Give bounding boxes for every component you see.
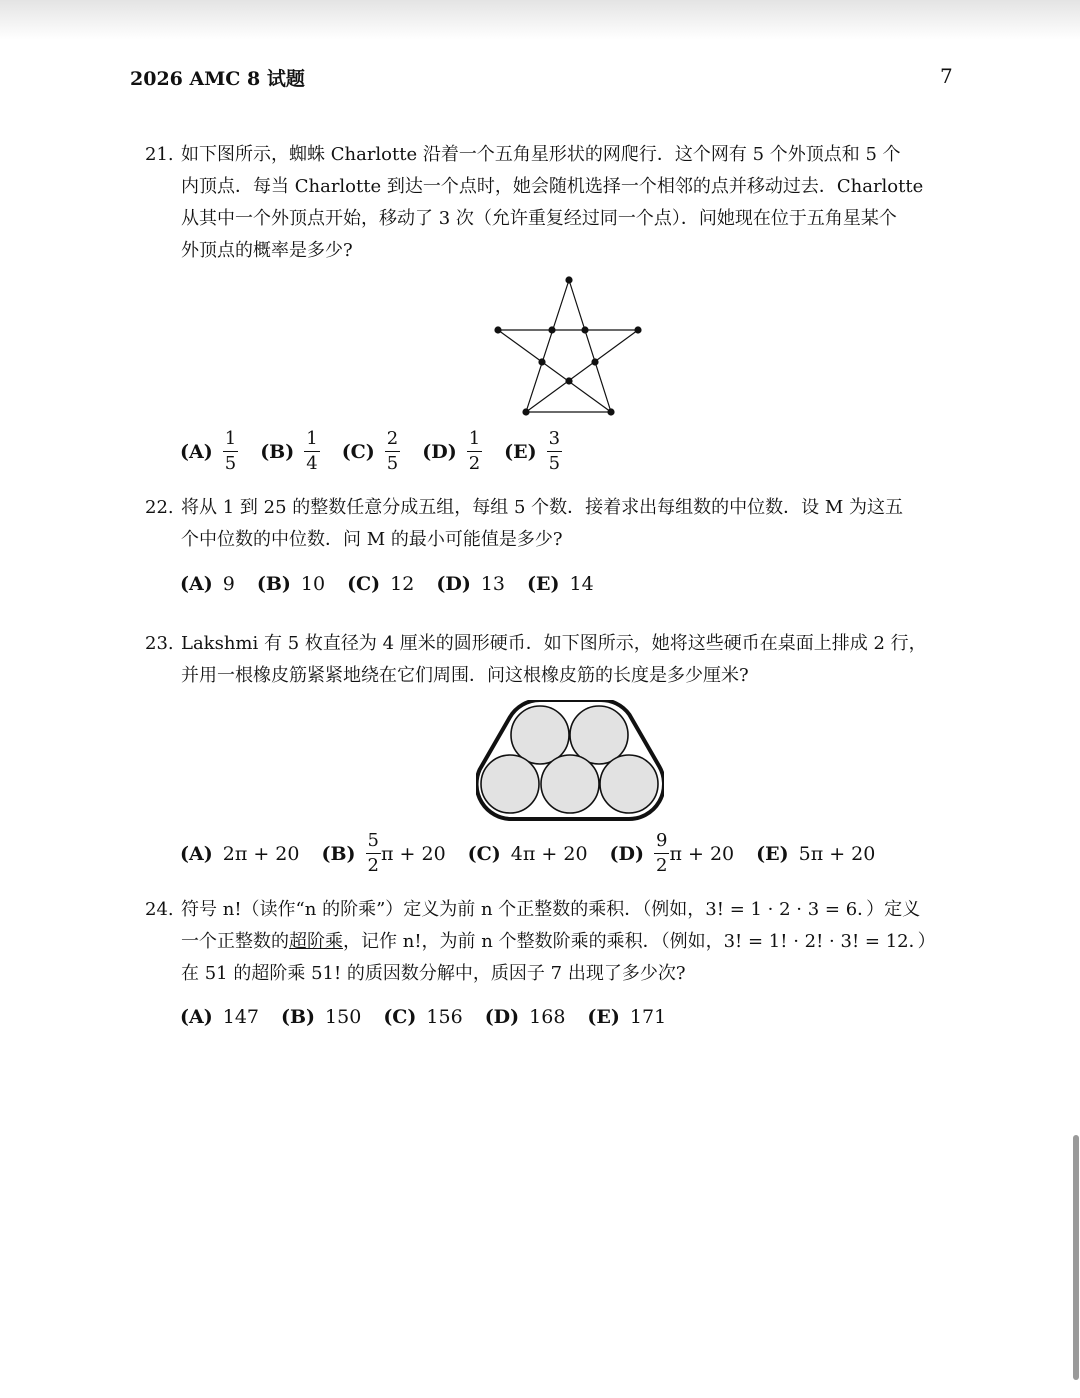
choice-d[interactable]: (D) 168 bbox=[484, 1006, 566, 1028]
choices-23 bbox=[180, 832, 897, 875]
choice-c[interactable]: (C) $\frac{2}{5}$ bbox=[341, 428, 399, 474]
page-number: 7 bbox=[940, 64, 953, 88]
question-text: 符号 n!（读作“n 的阶乘”）定义为前 n 个正整数的乘积．（例如，3! = 1 · 2 · 3 = 6．）定义 一个正整数的超阶乘，记作 n!，为前 n 个整数阶乘的乘积．（例如，3! = 1! · 2! · 3! = 12．） 在 51 的超阶乘 51! 的质因数分解中，质因子 7 出现了多少次? bbox=[181, 899, 936, 984]
fraction: $\frac{3}{5}$ bbox=[548, 428, 561, 474]
fraction: $\frac{1}{2}$ bbox=[468, 428, 481, 474]
choices-21 bbox=[180, 430, 584, 473]
choices-22 bbox=[180, 573, 616, 595]
pentagram-figure bbox=[490, 272, 650, 420]
fraction: $\frac{2}{5}$ bbox=[386, 428, 399, 474]
choice-a[interactable]: (A) 9 bbox=[180, 573, 235, 595]
question-number: 21. bbox=[145, 144, 174, 165]
choice-a[interactable]: (A) $\frac{1}{5}$ bbox=[180, 428, 237, 474]
question-text: 如下图所示，蜘蛛 Charlotte 沿着一个五角星形状的网爬行．这个网有 5 个外顶点和 5 个 内顶点．每当 Charlotte 到达一个点时，她会随机选择一个相邻的点并移动过去．Charlotte 从其中一个外顶点开始，移动了 3 次（允许重复经过同一个点）．问她现在位于五角星某个 外顶点的概率是多少? bbox=[181, 144, 924, 261]
choice-c[interactable]: (C) 4π + 20 bbox=[467, 842, 588, 865]
choice-d[interactable]: (D) $\frac{9}{2}$ π + 20 bbox=[609, 830, 735, 876]
question-number: 23. bbox=[145, 633, 174, 654]
question-text: 将从 1 到 25 的整数任意分成五组，每组 5 个数．接着求出每组数的中位数．设 M 为这五 个中位数的中位数．问 M 的最小可能值是多少? bbox=[181, 497, 904, 550]
fraction: $\frac{1}{5}$ bbox=[224, 428, 237, 474]
choice-b[interactable]: (B) $\frac{1}{4}$ bbox=[260, 428, 318, 474]
choice-e[interactable]: (E) 171 bbox=[587, 1006, 667, 1028]
fraction: $\frac{1}{4}$ bbox=[306, 428, 318, 474]
top-shadow bbox=[0, 0, 1080, 40]
choice-d[interactable]: (D) $\frac{1}{2}$ bbox=[422, 428, 481, 474]
fraction: $\frac{5}{2}$ bbox=[367, 830, 379, 876]
choice-e[interactable]: (E) 5π + 20 bbox=[756, 842, 876, 865]
question-21 bbox=[145, 139, 965, 267]
question-23 bbox=[145, 628, 965, 692]
coins-figure bbox=[476, 700, 664, 824]
scrollbar-thumb[interactable] bbox=[1073, 1135, 1079, 1380]
choice-b[interactable]: (B) $\frac{5}{2}$ π + 20 bbox=[321, 830, 446, 876]
choice-b[interactable]: (B) 150 bbox=[281, 1006, 362, 1028]
choice-a[interactable]: (A) 2π + 20 bbox=[180, 842, 300, 865]
question-24 bbox=[145, 894, 965, 990]
question-text: Lakshmi 有 5 枚直径为 4 厘米的圆形硬币．如下图所示，她将这些硬币在桌面上排成 2 行， 并用一根橡皮筋紧紧地绕在它们周围．问这根橡皮筋的长度是多少厘米? bbox=[181, 633, 927, 686]
choice-d[interactable]: (D) 13 bbox=[436, 573, 506, 595]
choice-e[interactable]: (E) $\frac{3}{5}$ bbox=[504, 428, 561, 474]
choice-c[interactable]: (C) 156 bbox=[383, 1006, 463, 1028]
choice-e[interactable]: (E) 14 bbox=[527, 573, 594, 595]
page-title: 2026 AMC 8 试题 bbox=[130, 68, 305, 90]
choice-c[interactable]: (C) 12 bbox=[347, 573, 415, 595]
superfactorial-term: 超阶乘 bbox=[289, 931, 343, 952]
question-number: 22. bbox=[145, 497, 174, 518]
question-22 bbox=[145, 492, 965, 556]
choice-a[interactable]: (A) 147 bbox=[180, 1006, 259, 1028]
question-number: 24. bbox=[145, 899, 174, 920]
choice-b[interactable]: (B) 10 bbox=[256, 573, 326, 595]
fraction: $\frac{9}{2}$ bbox=[656, 830, 668, 876]
choices-24 bbox=[180, 1006, 688, 1028]
